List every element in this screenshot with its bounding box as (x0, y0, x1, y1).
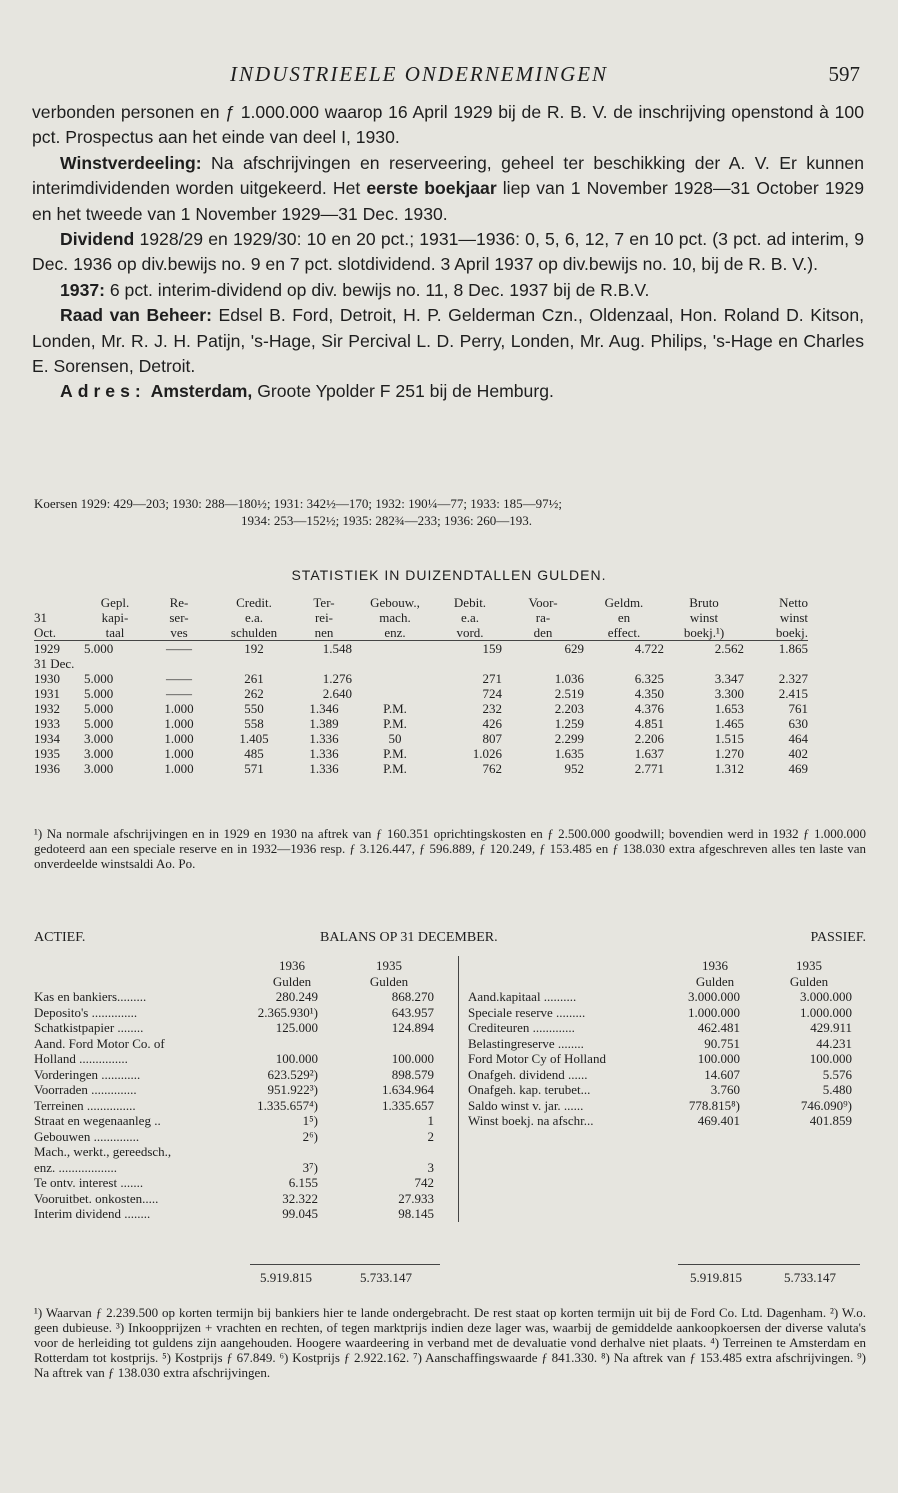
balance-cell: 1 (427, 1113, 434, 1128)
stat-header-cell: winst (779, 610, 808, 625)
stat-cell: P.M. (383, 716, 407, 731)
balance-row (34, 1113, 438, 1129)
balance-cell: 100.000 (697, 1051, 740, 1066)
stat-header-row (34, 595, 808, 610)
stat-cell: 402 (788, 746, 808, 761)
balance-cell: 868.270 (391, 989, 434, 1004)
balance-row (34, 1067, 438, 1083)
stat-header-cell: Voor- (528, 595, 558, 610)
stat-row (34, 746, 808, 761)
balance-cell: 100.000 (391, 1051, 434, 1066)
balance-year-cell (34, 958, 244, 974)
label-amsterdam: Amsterdam, (150, 381, 253, 402)
stat-cell: 571 (244, 761, 264, 776)
stat-cell: 2.299 (554, 731, 584, 746)
stat-cell: 2.415 (778, 686, 808, 701)
running-title: INDUSTRIEELE ONDERNEMINGEN (230, 62, 609, 86)
balance-unit-cell (468, 974, 668, 990)
balance-cell: enz. .................. (34, 1159, 118, 1175)
passief-label: PASSIEF. (810, 930, 866, 945)
balance-row (34, 1144, 438, 1160)
label-adres: Adres: (60, 381, 146, 402)
balance-year-cell: 1935 (796, 958, 822, 973)
balance-cell: Onafgeh. dividend ...... (468, 1066, 588, 1082)
stat-cell (664, 656, 744, 671)
balance-cell: 2.365.930¹) (257, 1004, 318, 1020)
stat-header-row (34, 610, 808, 625)
balance-cell: Belastingreserve ........ (468, 1035, 584, 1051)
stat-cell: 1929 (34, 641, 60, 656)
stat-cell: 952 (564, 761, 584, 776)
balance-row (468, 1036, 856, 1052)
stat-cell: P.M. (383, 746, 407, 761)
balance-cell: Interim dividend ........ (34, 1206, 151, 1221)
stat-header-cell: boekj. (775, 625, 808, 640)
balance-title: BALANS OP 31 DECEMBER. (320, 930, 498, 945)
stat-header-cell: vord. (456, 625, 484, 640)
balance-row (468, 989, 856, 1005)
stat-cell: 426 (482, 716, 502, 731)
actief-total-line (250, 1264, 440, 1265)
stat-cell (744, 656, 808, 671)
balance-cell: 90.751 (704, 1035, 740, 1051)
stat-cell: 2.771 (634, 761, 664, 776)
stat-header-cell: Netto (779, 595, 808, 610)
balance-cell: Kas en bankiers......... (34, 989, 147, 1004)
stat-header-cell: schulden (230, 625, 278, 640)
balance-cell: 3.760 (710, 1082, 740, 1097)
stat-cell: 1.865 (778, 641, 808, 656)
balance-row (34, 1005, 438, 1021)
balance-cell: 1.634.964 (382, 1082, 434, 1097)
balance-cell: Speciale reserve ......... (468, 1004, 586, 1020)
balance-cell: Ford Motor Cy of Holland (468, 1051, 606, 1066)
balance-cell: 280.249 (275, 989, 318, 1004)
stat-cell: 1.000 (164, 746, 194, 761)
stat-row (34, 716, 808, 731)
stat-cell: —— (166, 671, 192, 686)
stat-cell: 1.026 (472, 746, 502, 761)
passief-total-1935: 5.733.147 (784, 1270, 836, 1285)
stat-cell: 31 Dec. (34, 656, 75, 671)
stat-row (34, 671, 808, 686)
stat-cell: 1.000 (164, 716, 194, 731)
stat-cell: 1.653 (714, 701, 744, 716)
stat-cell: 724 (482, 686, 502, 701)
text-dividend: 1928/29 en 1929/30: 10 en 20 pct.; 1931—1936: 0, 5, 6, 12, 7 en 10 pct. (3 pct. ad interim, 9 Dec. 1936 op div.bewijs no. 9 en 7 pct. slotdividend. 3 April 1937 op div.bewijs no. 10, bij de R. B. V.). (32, 229, 864, 275)
stat-cell: 3.000 (84, 731, 114, 746)
stat-cell: 1936 (34, 761, 60, 776)
stat-cell: 2.327 (778, 671, 808, 686)
paragraph-dividend (32, 227, 864, 278)
label-raad-van-beheer: Raad van Beheer: (60, 305, 212, 326)
stat-cell: —— (166, 686, 192, 701)
stat-cell: 261 (244, 671, 264, 686)
stat-cell: 1.270 (714, 746, 744, 761)
stat-cell: 558 (244, 716, 264, 731)
stat-cell: 271 (482, 671, 502, 686)
balance-cell: Crediteuren ............. (468, 1020, 575, 1035)
balance-cell: 5.480 (822, 1082, 852, 1097)
stat-cell: 1.637 (634, 746, 664, 761)
actief-total-1935: 5.733.147 (360, 1270, 412, 1285)
passief-table (468, 958, 856, 1129)
stat-cell: 4.851 (634, 716, 664, 731)
balance-year-cell (468, 958, 668, 974)
balance-cell: 746.090⁹) (800, 1097, 852, 1113)
stat-cell: 262 (244, 686, 264, 701)
stat-header-cell: e.a. (244, 610, 264, 625)
balance-cell: Gebouwen .............. (34, 1128, 140, 1144)
balance-cell: Voorraden .............. (34, 1082, 137, 1097)
stat-cell (502, 656, 584, 671)
balance-cell: 2⁶) (302, 1128, 318, 1144)
balance-row (34, 1191, 438, 1207)
balance-cell: 27.933 (398, 1190, 434, 1206)
stat-header-cell: ser- (169, 610, 189, 625)
stat-cell (84, 656, 146, 671)
text-adres: Groote Ypolder F 251 bij de Hemburg. (252, 381, 554, 402)
actief-label: ACTIEF. (34, 930, 86, 945)
balance-cell: Aand.kapitaal .......... (468, 989, 577, 1004)
stat-cell: 1.465 (714, 716, 744, 731)
balance-cell: Schatkistpapier ........ (34, 1020, 144, 1035)
stat-cell: 1.312 (714, 761, 744, 776)
company-text (32, 100, 864, 405)
balance-row (34, 1160, 438, 1176)
stat-cell: 1.336 (309, 761, 339, 776)
stat-header-cell: mach. (379, 610, 411, 625)
balance-cell: 1.335.657⁴) (257, 1097, 318, 1113)
stat-header-cell: Gebouw., (370, 595, 420, 610)
stat-cell: 762 (482, 761, 502, 776)
balance-cell (340, 1036, 438, 1052)
balance-cell: 401.859 (809, 1113, 852, 1128)
stat-header-cell: Geldm. (604, 595, 644, 610)
stat-header-cell: Bruto (689, 595, 719, 610)
balance-year-cell: 1936 (702, 958, 728, 973)
balance-cell: 643.957 (391, 1004, 434, 1020)
stat-cell: P.M. (383, 701, 407, 716)
balance-cell: 124.894 (391, 1020, 434, 1035)
stat-cell: 3.000 (84, 761, 114, 776)
stat-cell: 1.000 (164, 761, 194, 776)
stat-cell (352, 671, 438, 686)
paragraph-raad-van-beheer (32, 303, 864, 379)
stat-cell (352, 641, 438, 657)
stat-cell: 2.206 (634, 731, 664, 746)
balance-cell: Mach., werkt., gereedsch., (34, 1144, 172, 1159)
stat-header-cell: Ter- (313, 595, 335, 610)
stat-cell: 4.350 (634, 686, 664, 701)
balance-header (34, 930, 866, 948)
stat-cell: 192 (244, 641, 264, 656)
balance-cell: 125.000 (275, 1020, 318, 1035)
stat-cell: 1.000 (164, 731, 194, 746)
stat-cell: 807 (482, 731, 502, 746)
stat-cell: 630 (788, 716, 808, 731)
stat-cell: 1.515 (714, 731, 744, 746)
stat-cell: 1.389 (309, 716, 339, 731)
stat-cell: 1934 (34, 731, 60, 746)
balance-cell: 5.576 (822, 1066, 852, 1082)
stat-cell: 1.276 (322, 671, 352, 686)
balance-cell: 778.815⁸) (688, 1097, 740, 1113)
stat-cell: 761 (788, 701, 808, 716)
balance-cell: 2 (427, 1128, 434, 1144)
balance-cell: Te ontv. interest ....... (34, 1175, 144, 1190)
balance-cell: 951.922³) (267, 1082, 318, 1097)
statistics-title: STATISTIEK IN DUIZENDTALLEN GULDEN. (291, 567, 607, 583)
balance-cell: 1.000.000 (688, 1004, 740, 1020)
balance-cell: Vorderingen ............ (34, 1066, 141, 1082)
stat-cell: 5.000 (84, 671, 114, 686)
stat-header-cell: rei- (314, 610, 334, 625)
balance-cell: 898.579 (391, 1066, 434, 1082)
stat-header-cell: winst (689, 610, 719, 625)
stat-cell: 1.000 (164, 701, 194, 716)
stat-cell: 469 (788, 761, 808, 776)
balance-unit-cell: Gulden (789, 973, 829, 989)
stat-cell: 5.000 (84, 701, 114, 716)
passief-total-1936: 5.919.815 (690, 1270, 742, 1285)
balance-cell: 6.155 (288, 1175, 318, 1190)
balance-row (34, 1206, 438, 1222)
page-number: 597 (828, 62, 860, 86)
balance-cell: 429.911 (810, 1020, 852, 1035)
balance-cell: 1.000.000 (800, 1004, 852, 1020)
balance-row (34, 1098, 438, 1114)
paragraph-prospectus: verbonden personen en ƒ 1.000.000 waarop 16 April 1929 bij de R. B. V. de inschrijving openstond à 100 pct. Prospectus aan het einde van deel I, 1930. (32, 102, 864, 148)
page-header (0, 62, 898, 88)
actief-table (34, 958, 438, 1222)
balance-cell: 98.145 (398, 1206, 434, 1221)
balance-cell: Deposito's .............. (34, 1004, 138, 1020)
stat-cell: 1.635 (554, 746, 584, 761)
statistics-table (34, 595, 808, 776)
balance-footnote: ¹) Waarvan ƒ 2.239.500 op korten termijn bij bankiers hier te lande ondergebracht. De rest staat op korten termijn uit bij de Ford Co. Ltd. Dagenham. ²) W.o. geen dubieuse. ³) Inkoopprijzen + vrachten en rechten, of tegen marktprijs indien deze lager was, waarbij de gemiddelde aankoopkoersen der diverse valuta's voor de herleiding tot guldens zijn aangehouden. Hoogere waardeering in verband met de devaluatie vond derhalve niet plaats. ⁴) Terreinen te Amsterdam en Rotterdam tot kostprijs. ⁵) Kostprijs ƒ 67.849. ⁶) Kostprijs ƒ 2.922.162. ⁷) Aanschaffingswaarde ƒ 841.330. ⁸) Na aftrek van ƒ 153.485 extra afschrijvingen. ⁹) Na aftrek van ƒ 138.030 extra afschrijvingen. (34, 1305, 866, 1380)
stat-cell: 159 (482, 641, 502, 656)
balance-unit-row (468, 974, 856, 990)
balance-row (34, 1082, 438, 1098)
balance-cell: Saldo winst v. jar. ...... (468, 1097, 584, 1113)
stat-header-cell: Gepl. (100, 595, 130, 610)
text-1937: 6 pct. interim-dividend op div. bewijs no. 11, 8 Dec. 1937 bij de R.B.V. (105, 279, 650, 300)
balance-cell: 3⁷) (302, 1159, 318, 1175)
label-eerste-boekjaar: eerste boekjaar (366, 178, 497, 199)
stat-header-cell: Credit. (236, 595, 272, 610)
stat-cell (296, 656, 352, 671)
label-1937: 1937: (60, 279, 105, 300)
stat-cell: 5.000 (84, 686, 114, 701)
stat-cell: 232 (482, 701, 502, 716)
stat-cell: 3.300 (714, 686, 744, 701)
stat-cell: 2.562 (714, 641, 744, 656)
stat-header-cell: Debit. (453, 595, 487, 610)
balance-row (468, 1067, 856, 1083)
stat-row (34, 761, 808, 776)
stat-cell: 50 (388, 731, 402, 746)
stat-cell (352, 686, 438, 701)
balance-row (34, 1129, 438, 1145)
stat-cell: 464 (788, 731, 808, 746)
balance-row (468, 1098, 856, 1114)
balance-unit-row (34, 974, 438, 990)
balance-year-row (34, 958, 438, 974)
stat-cell: 3.000 (84, 746, 114, 761)
balance-cell (340, 1144, 438, 1160)
stat-cell: 6.325 (634, 671, 664, 686)
balance-cell (244, 1144, 340, 1160)
balance-unit-cell (34, 974, 244, 990)
balance-row (34, 1051, 438, 1067)
stat-cell (584, 656, 664, 671)
stat-cell (352, 656, 438, 671)
stat-cell: 1932 (34, 701, 60, 716)
stat-header-cell: boekj.¹) (683, 625, 725, 640)
balance-row (34, 1020, 438, 1036)
balance-row (34, 1036, 438, 1052)
balance-divider (458, 956, 459, 1222)
balance-row (468, 1082, 856, 1098)
text-raad-van-beheer: Edsel B. Ford, Detroit, H. P. Gelderman Czn., Oldenzaal, Hon. Roland D. Kitson, Londen, Mr. R. J. H. Patijn, 's-Hage, Sir Percival L. D. Perry, Londen, Mr. Aug. Philips, 's-Hage en Charles E. Sorensen, Detroit. (32, 305, 864, 377)
balance-row (34, 989, 438, 1005)
stat-cell: 4.722 (634, 641, 664, 656)
balance-cell: 3 (427, 1159, 434, 1175)
balance-year-row (468, 958, 856, 974)
stat-cell: 1.259 (554, 716, 584, 731)
balance-cell: Winst boekj. na afschr... (468, 1113, 594, 1128)
label-winstverdeeling: Winstverdeeling: (60, 152, 202, 173)
paragraph-winstverdeeling (32, 151, 864, 227)
balance-unit-cell: Gulden (369, 973, 409, 989)
stat-header-cell: den (533, 625, 553, 640)
stat-cell: 1931 (34, 686, 60, 701)
stat-header-cell: nen (314, 625, 334, 640)
passief-total-line (678, 1264, 860, 1265)
paragraph-1937 (32, 278, 864, 303)
stat-cell: 1935 (34, 746, 60, 761)
stat-cell: —— (166, 641, 192, 656)
balance-row (468, 1051, 856, 1067)
stat-header-cell: 31 (34, 610, 47, 625)
balance-cell: Vooruitbet. onkosten..... (34, 1190, 159, 1206)
actief-total-1936: 5.919.815 (260, 1270, 312, 1285)
balance-cell: 469.401 (697, 1113, 740, 1128)
balance-cell: 462.481 (697, 1020, 740, 1035)
stat-cell (146, 656, 212, 671)
stat-header-cell: ves (170, 625, 188, 640)
balance-cell (244, 1036, 340, 1052)
balance-cell: 623.529²) (267, 1066, 318, 1082)
stat-header-row (34, 625, 808, 641)
balance-cell: 1⁵) (302, 1113, 318, 1128)
stat-header-cell: en (617, 610, 631, 625)
balance-cell: 44.231 (816, 1035, 852, 1051)
stat-cell: 1.346 (309, 701, 339, 716)
balance-cell: Onafgeh. kap. terubet... (468, 1082, 591, 1097)
stat-cell: 5.000 (84, 641, 114, 656)
stat-cell (438, 656, 502, 671)
label-dividend: Dividend (60, 229, 135, 250)
stat-row (34, 701, 808, 716)
stat-cell: 1.405 (239, 731, 269, 746)
stat-header-cell (34, 595, 84, 610)
koersen-block (34, 495, 866, 529)
balance-cell: 742 (414, 1175, 434, 1190)
stat-cell: 550 (244, 701, 264, 716)
koersen-line-1: Koersen 1929: 429—203; 1930: 288—180½; 1931: 342½—170; 1932: 190¼—77; 1933: 185—97½; (34, 496, 562, 511)
stat-cell: 4.376 (634, 701, 664, 716)
balance-cell: 1.335.657 (382, 1097, 434, 1113)
paragraph-adres (32, 379, 864, 404)
text-winstverdeeling-b: liep van 1 November 1928—31 October 1929 en het tweede van 1 November 1929—31 Dec. 1930. (32, 178, 865, 224)
balance-row (468, 1113, 856, 1129)
balance-cell: Terreinen ............... (34, 1097, 136, 1113)
balance-row (468, 1020, 856, 1036)
stat-cell: 1.336 (309, 731, 339, 746)
stat-cell: 1.036 (554, 671, 584, 686)
balance-unit-cell: Gulden (272, 973, 312, 989)
balance-year-cell: 1936 (279, 958, 305, 973)
statistics-footnote: ¹) Na normale afschrijvingen en in 1929 en 1930 na aftrek van ƒ 160.351 oprichtingskosten en ƒ 2.500.000 goodwill; bovendien werd in 1932 ƒ 1.000.000 gedoteerd aan een speciale reserve en in 1932—1936 resp. ƒ 3.126.447, ƒ 596.889, ƒ 120.249, ƒ 153.485 en ƒ 138.030 extra afgeschreven alles ten laste van onverdeelde winstsaldi Ao. Po. (34, 826, 866, 871)
stat-cell: 3.347 (714, 671, 744, 686)
stat-cell: 1.548 (322, 641, 352, 656)
stat-cell: 2.640 (322, 686, 352, 701)
stat-header-cell: e.a. (460, 610, 480, 625)
balance-cell: Straat en wegenaanleg .. (34, 1113, 161, 1128)
balance-cell: 32.322 (282, 1190, 318, 1206)
balance-cell: 100.000 (809, 1051, 852, 1066)
stat-cell (212, 656, 296, 671)
stat-header-cell: Oct. (34, 625, 57, 640)
stat-header-cell: Re- (169, 595, 189, 610)
stat-header-cell: enz. (384, 625, 406, 640)
stat-cell: 485 (244, 746, 264, 761)
balance-cell: 3.000.000 (688, 989, 740, 1004)
balance-cell: 100.000 (275, 1051, 318, 1066)
koersen-line-2: 1934: 253—152½; 1935: 282¾—233; 1936: 260—193. (241, 513, 533, 528)
stat-header-cell: effect. (607, 625, 641, 640)
text-winstverdeeling-a: Na afschrijvingen en reserveering, geheel ter beschikking der A. V. Er kunnen interimdividenden worden uitgekeerd. Het (32, 152, 864, 199)
balance-cell: Aand. Ford Motor Co. of (34, 1035, 165, 1051)
balance-cell: 3.000.000 (800, 989, 852, 1004)
balance-year-cell: 1935 (376, 958, 402, 973)
balance-cell: Holland ............... (34, 1051, 128, 1066)
stat-cell: 629 (564, 641, 584, 656)
stat-cell: 2.203 (554, 701, 584, 716)
balance-row (468, 1005, 856, 1021)
balance-row (34, 1175, 438, 1191)
stat-header-cell: kapi- (101, 610, 129, 625)
stat-cell: 1.336 (309, 746, 339, 761)
stat-header-cell: ra- (535, 610, 551, 625)
balance-unit-cell: Gulden (695, 973, 735, 989)
stat-cell: 2.519 (554, 686, 584, 701)
stat-row (34, 686, 808, 701)
stat-row (34, 641, 808, 657)
balance-cell: 99.045 (282, 1206, 318, 1221)
stat-cell: 1933 (34, 716, 60, 731)
stat-cell: 1930 (34, 671, 60, 686)
stat-cell: 5.000 (84, 716, 114, 731)
stat-cell: P.M. (383, 761, 407, 776)
stat-row (34, 656, 808, 671)
stat-row (34, 731, 808, 746)
balance-cell: 14.607 (704, 1066, 740, 1082)
stat-header-cell: taal (105, 625, 125, 640)
